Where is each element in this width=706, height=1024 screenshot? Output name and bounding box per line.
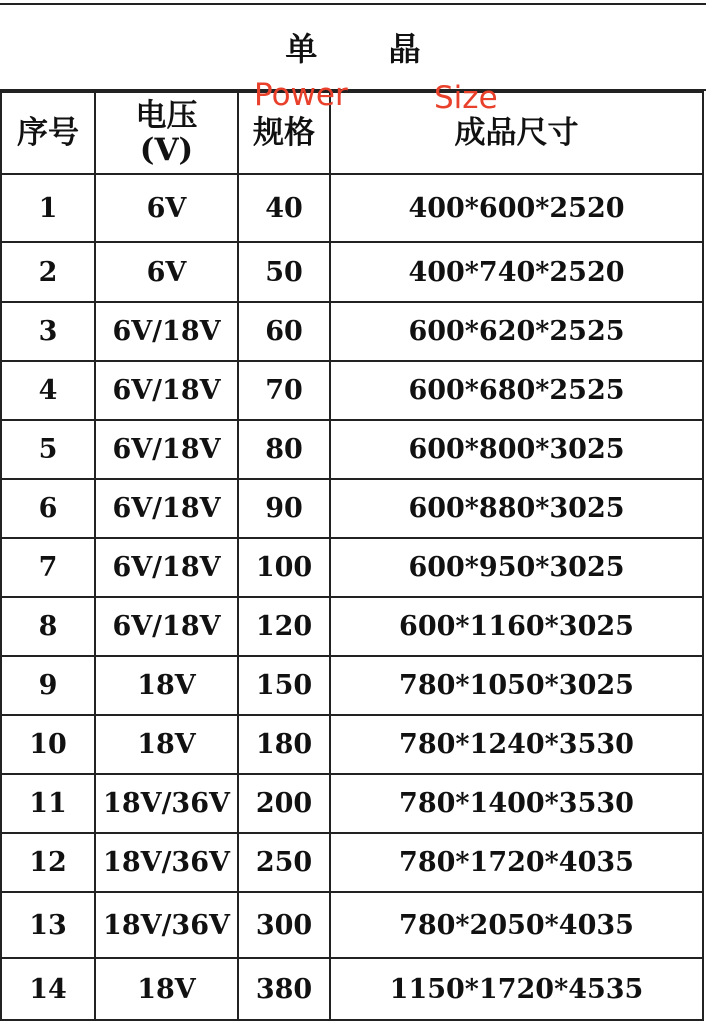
cell-size: 780*1240*3530 [330, 715, 703, 774]
cell-size: 600*680*2525 [330, 361, 703, 420]
cell-voltage: 6V/18V [95, 361, 238, 420]
table-row [1, 715, 703, 774]
cell-voltage: 6V/18V [95, 420, 238, 479]
header-voltage [95, 92, 238, 174]
cell-index: 9 [1, 656, 95, 715]
cell-index: 7 [1, 538, 95, 597]
table-row [1, 656, 703, 715]
cell-size: 600*800*3025 [330, 420, 703, 479]
table-row [1, 597, 703, 656]
cell-spec: 250 [238, 833, 330, 892]
cell-index: 4 [1, 361, 95, 420]
cell-spec: 90 [238, 479, 330, 538]
cell-spec: 380 [238, 958, 330, 1020]
header-row [1, 92, 703, 174]
title-row [0, 3, 706, 91]
table-row [1, 892, 703, 958]
header-voltage-line1: 电压 [135, 98, 198, 134]
cell-voltage: 6V [95, 242, 238, 302]
cell-voltage: 6V/18V [95, 479, 238, 538]
table-row [1, 833, 703, 892]
table-row [1, 361, 703, 420]
table-row [1, 774, 703, 833]
cell-index: 14 [1, 958, 95, 1020]
table-row [1, 242, 703, 302]
cell-size: 780*1050*3025 [330, 656, 703, 715]
table-row [1, 174, 703, 242]
cell-voltage: 6V/18V [95, 538, 238, 597]
cell-index: 12 [1, 833, 95, 892]
header-voltage-line2: (V) [139, 132, 194, 168]
header-size: 成品尺寸 [330, 92, 703, 174]
cell-spec: 70 [238, 361, 330, 420]
cell-index: 13 [1, 892, 95, 958]
annotation-power: Power [254, 77, 348, 113]
cell-index: 10 [1, 715, 95, 774]
table-row [1, 538, 703, 597]
cell-index: 5 [1, 420, 95, 479]
cell-index: 1 [1, 174, 95, 242]
cell-spec: 100 [238, 538, 330, 597]
cell-size: 600*1160*3025 [330, 597, 703, 656]
cell-size: 780*2050*4035 [330, 892, 703, 958]
cell-size: 600*950*3025 [330, 538, 703, 597]
cell-size: 600*620*2525 [330, 302, 703, 361]
cell-index: 2 [1, 242, 95, 302]
cell-spec: 300 [238, 892, 330, 958]
header-index: 序号 [1, 92, 95, 174]
cell-spec: 50 [238, 242, 330, 302]
cell-index: 6 [1, 479, 95, 538]
cell-index: 8 [1, 597, 95, 656]
table-row [1, 958, 703, 1020]
cell-spec: 80 [238, 420, 330, 479]
cell-spec: 200 [238, 774, 330, 833]
annotation-size: Size [434, 80, 498, 116]
cell-size: 400*740*2520 [330, 242, 703, 302]
table-row [1, 302, 703, 361]
cell-size: 780*1400*3530 [330, 774, 703, 833]
cell-spec: 180 [238, 715, 330, 774]
cell-spec: 120 [238, 597, 330, 656]
cell-voltage: 6V [95, 174, 238, 242]
cell-size: 1150*1720*4535 [330, 958, 703, 1020]
cell-size: 600*880*3025 [330, 479, 703, 538]
table-body [1, 174, 703, 1020]
cell-voltage: 18V [95, 958, 238, 1020]
table-row [1, 479, 703, 538]
cell-voltage: 18V [95, 715, 238, 774]
page-title: 单 晶 [285, 30, 451, 68]
cell-spec: 150 [238, 656, 330, 715]
cell-spec: 60 [238, 302, 330, 361]
header-spec: 规格 [238, 92, 330, 174]
cell-size: 780*1720*4035 [330, 833, 703, 892]
table-row [1, 420, 703, 479]
cell-voltage: 6V/18V [95, 597, 238, 656]
cell-size: 400*600*2520 [330, 174, 703, 242]
cell-index: 3 [1, 302, 95, 361]
cell-voltage: 18V/36V [95, 892, 238, 958]
cell-voltage: 18V/36V [95, 774, 238, 833]
cell-voltage: 18V [95, 656, 238, 715]
cell-voltage: 18V/36V [95, 833, 238, 892]
spec-table [0, 91, 704, 1021]
cell-index: 11 [1, 774, 95, 833]
cell-voltage: 6V/18V [95, 302, 238, 361]
cell-spec: 40 [238, 174, 330, 242]
